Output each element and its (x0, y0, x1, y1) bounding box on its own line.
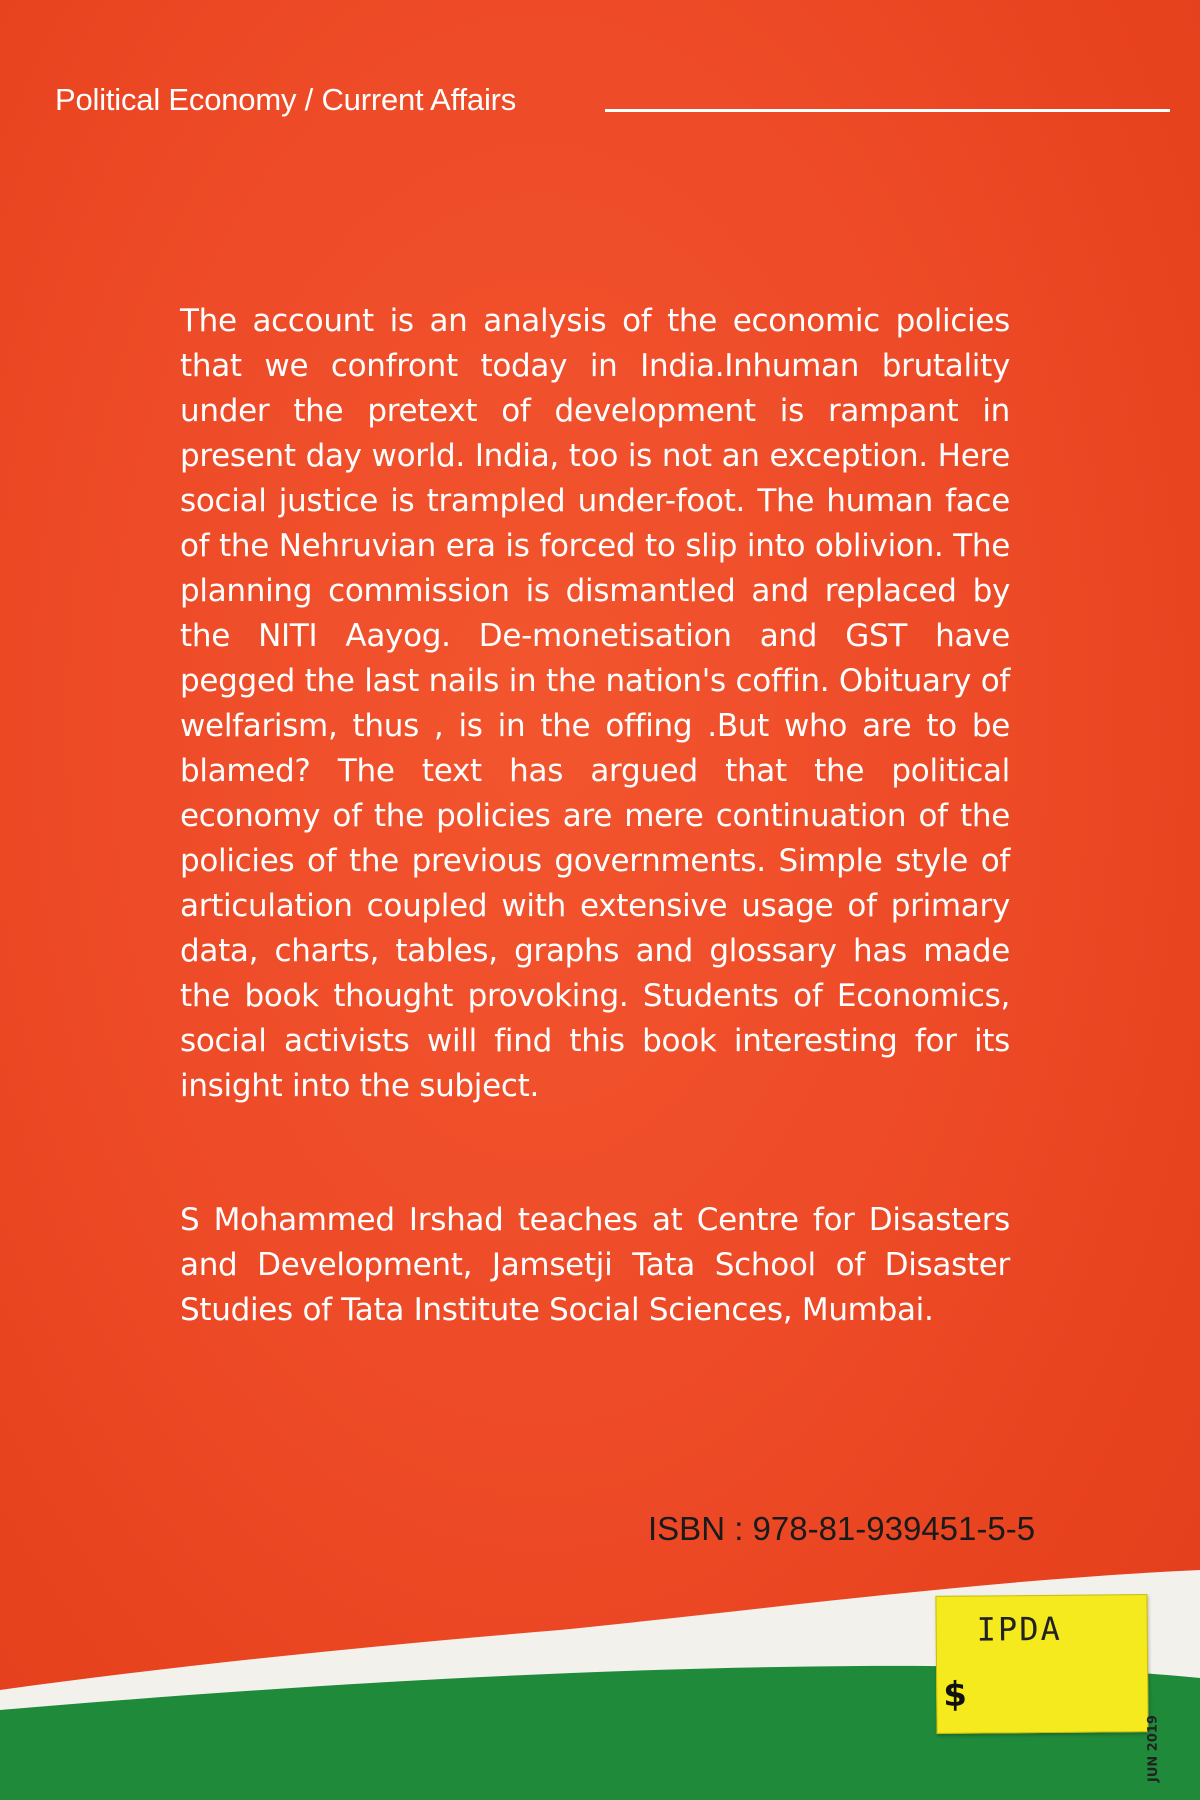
dollar-sign: $ (943, 1674, 968, 1715)
book-description: The account is an analysis of the economic policies that we confront today in India.Inhuman brutality under the pretext of development is rampant in present day world. India, too is not an exception. Here social justice is trampled under-foot. The human face of the Nehruvian era is forced to slip into oblivion. The planning commission is dismantled and replaced by the NITI Aayog. De-monetisation and GST have pegged the last nails in the nation's coffin. Obituary of welfarism, thus , is in the offing .But who are to be blamed? The text has argued that the political economy of the policies are mere continuation of the policies of the previous governments. Simple style of articulation coupled with extensive usage of primary data, charts, tables, graphs and glossary has made the book thought provoking. Students of Economics, social activists will find this book interesting for its insight into the subject. (180, 303, 1010, 1104)
price-sticker (935, 1594, 1162, 1783)
author-bio: S Mohammed Irshad teaches at Centre for Disasters and Development, Jamsetji Tata School of Disaster Studies of Tata Institute Social Sciences, Mumbai. (180, 1202, 1010, 1328)
category-header (55, 82, 1170, 122)
category-label: Political Economy / Current Affairs (55, 82, 517, 117)
sticker-date: JUN 2019 (1145, 1714, 1162, 1783)
sticker-code: IPDA (976, 1609, 1062, 1649)
isbn-label: ISBN : 978-81-939451-5-5 (648, 1510, 1036, 1547)
category-divider (605, 109, 1170, 112)
